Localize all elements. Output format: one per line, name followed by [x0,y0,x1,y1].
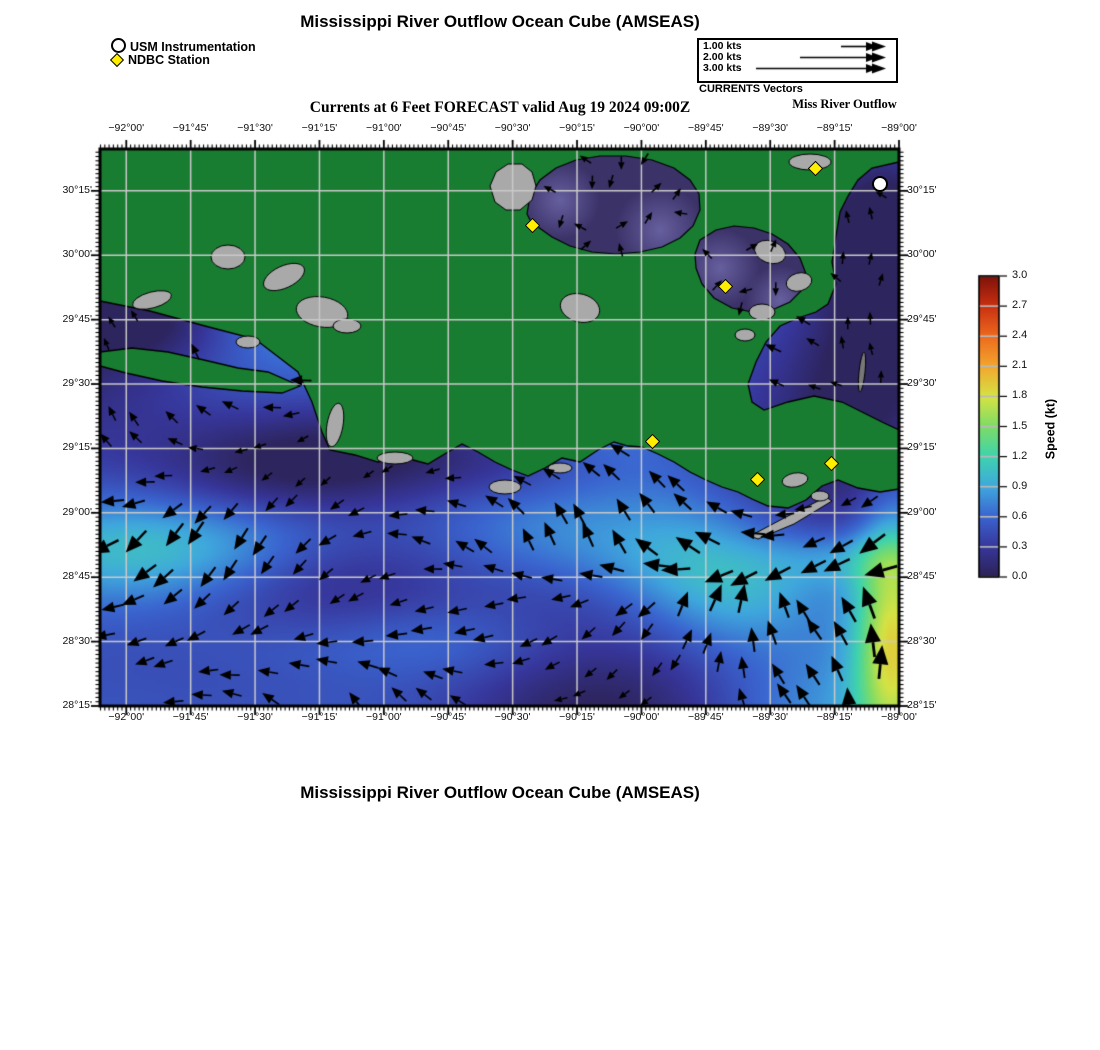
lat-tick-label-right: 28°45' [907,570,937,583]
colorbar-tick-label: 1.2 [1012,449,1028,462]
lon-tick-label-bottom: −90°45' [430,711,467,723]
lat-tick-label-right: 29°45' [907,312,937,325]
lon-tick-label-top: −91°15' [301,122,338,134]
lon-tick-label-bottom: −91°45' [172,711,209,723]
colorbar-tick-label: 0.6 [1012,509,1028,522]
lon-tick-label-top: −90°45' [430,122,467,134]
colorbar-tick-label: 2.4 [1012,329,1028,342]
lon-tick-label-bottom: −89°15' [816,711,853,723]
currents-vectors-caption: CURRENTS Vectors [699,83,803,95]
footer-title: Mississippi River Outflow Ocean Cube (AMSEAS) [300,783,700,802]
lon-tick-label-top: −92°00' [108,122,145,134]
lat-tick-label-left: 30°00' [62,248,92,261]
colorbar-title: Speed (kt) [1043,398,1058,460]
lon-tick-label-bottom: −89°45' [687,711,724,723]
lon-tick-label-bottom: −90°30' [494,711,531,723]
lon-tick-label-bottom: −91°15' [301,711,338,723]
lon-tick-label-top: −90°30' [494,122,531,134]
lat-tick-label-left: 29°30' [62,377,92,390]
lon-tick-label-bottom: −89°00' [881,711,917,723]
region-label: Miss River Outflow [792,97,897,111]
lon-tick-label-top: −91°45' [172,122,209,134]
lat-tick-label-right: 28°15' [907,699,937,711]
lon-tick-label-bottom: −91°30' [237,711,273,723]
colorbar-tick-label: 0.0 [1012,570,1028,582]
legend-ndbc-label: NDBC Station [128,53,210,67]
usm-circle-icon [111,38,126,53]
vector-scale-label-3: 3.00 kts [703,62,742,74]
colorbar-tick-label: 1.5 [1012,419,1028,432]
lon-tick-label-top: −91°00' [365,122,402,134]
legend-item-usm [111,38,256,53]
lon-tick-label-bottom: −89°30' [752,711,789,723]
lat-tick-label-right: 28°30' [907,634,937,647]
usm-instrumentation-marker [872,176,888,192]
colorbar-tick-label: 2.1 [1012,359,1028,372]
colorbar-tick-label: 2.7 [1012,299,1028,312]
colorbar-tick-label: 0.9 [1012,479,1028,492]
lat-tick-label-left: 28°15' [62,699,92,711]
forecast-valid-subtitle: Currents at 6 Feet FORECAST valid Aug 19 2024 09:00Z [309,99,691,116]
lat-tick-label-left: 29°00' [62,505,92,518]
figure-title: Mississippi River Outflow Ocean Cube (AMSEAS) [300,12,700,31]
lon-tick-label-bottom: −92°00' [108,711,145,723]
lon-tick-label-bottom: −90°00' [623,711,660,723]
ndbc-diamond-icon [110,53,124,67]
vector-scale-label-2: 2.00 kts [703,51,742,63]
colorbar-tick-label: 3.0 [1012,269,1028,281]
lat-tick-label-right: 30°00' [907,248,937,261]
lon-tick-label-top: −91°30' [237,122,273,134]
legend-usm-label: USM Instrumentation [130,40,256,54]
lon-tick-label-bottom: −91°00' [365,711,402,723]
lat-tick-label-right: 29°30' [907,377,937,390]
lat-tick-label-right: 29°15' [907,441,937,454]
lat-tick-label-left: 29°15' [62,441,92,454]
lon-tick-label-top: −89°15' [816,122,853,134]
legend-item-ndbc [111,53,210,68]
lon-tick-label-top: −89°45' [687,122,724,134]
lon-tick-label-top: −90°15' [559,122,595,134]
lon-tick-label-top: −89°30' [752,122,789,134]
lon-tick-label-top: −90°00' [623,122,660,134]
lat-tick-label-left: 30°15' [62,183,92,196]
colorbar-tick-label: 0.3 [1012,539,1028,552]
vector-scale-label-1: 1.00 kts [703,40,742,52]
lon-tick-label-top: −89°00' [881,122,917,134]
colorbar-tick-label: 1.8 [1012,389,1028,402]
lat-tick-label-right: 30°15' [907,183,937,196]
lat-tick-label-left: 28°30' [62,634,92,647]
lat-tick-label-left: 28°45' [62,570,92,583]
lon-tick-label-bottom: −90°15' [559,711,595,723]
lat-tick-label-right: 29°00' [907,505,937,518]
lat-tick-label-left: 29°45' [62,312,92,325]
